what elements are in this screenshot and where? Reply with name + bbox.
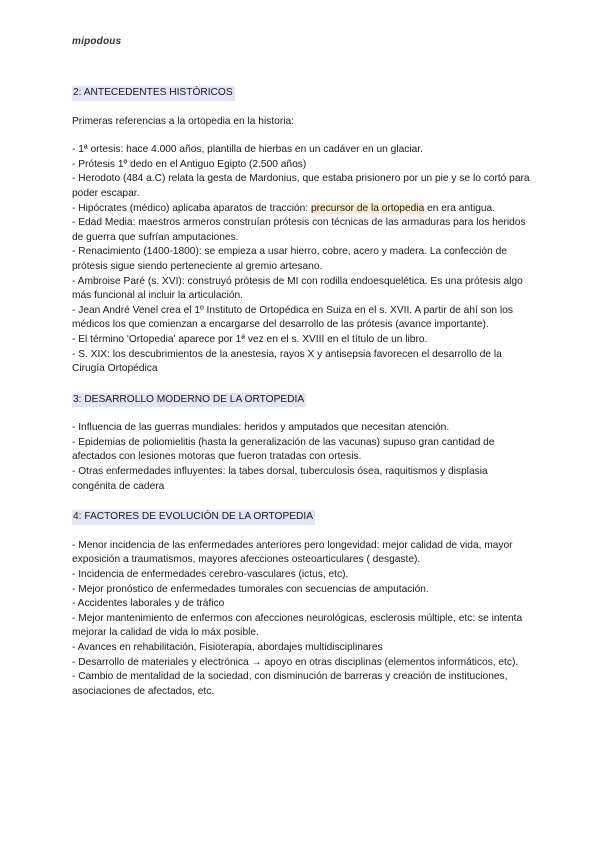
list-item: - Menor incidencia de las enfermedades anteriores pero longevidad: mejor calidad de vida, mayor exposición a traumatismos, mayores afecciones osteoarticulares ( desgaste). — [72, 539, 513, 566]
section-heading: 4: FACTORES DE EVOLUCIÓN DE LA ORTOPEDIA — [72, 510, 315, 525]
section-desarrollo-moderno — [72, 393, 532, 495]
section-list — [72, 539, 532, 700]
list-item: - Cambio de mentalidad de la sociedad, con disminución de barreras y creación de instituciones, asociaciones de afectados, etc. — [72, 671, 508, 697]
section-intro: Primeras referencias a la ortopedia en la historia: — [72, 115, 294, 127]
list-item: - Jean André Venel crea el 1º Instituto de Ortopédica en Suiza en el s. XVII. A partir de ahí son los médicos los que comienzan a encargarse del desarrollo de las prótesis (avance importante). — [72, 304, 513, 331]
section-list — [72, 143, 532, 377]
list-item: - Accidentes laborales y de tráfico — [72, 598, 225, 610]
section-heading: 2: ANTECEDENTES HISTÓRICOS — [72, 86, 235, 101]
document-body — [72, 86, 532, 709]
list-item: - Mejor mantenimiento de enfermos con afecciones neurológicas, esclerosis múltiple, etc: se intenta mejorar la calidad de vida lo máx posible. — [72, 612, 523, 639]
list-item: - Avances en rehabilitación, Fisioterapia, abordajes multidisciplinares — [72, 642, 383, 653]
list-item: - Renacimiento (1400-1800): se empieza a usar hierro, cobre, acero y madera. La confección de prótesis sigue siendo perteneciente al gremio artesano. — [72, 246, 507, 272]
list-item: - Incidencia de enfermedades cerebro-vasculares (ictus, etc). — [72, 569, 349, 581]
list-item-text: en era antigua. — [424, 202, 496, 214]
list-item — [72, 202, 532, 217]
section-antecedentes — [72, 86, 532, 377]
list-item: - Ambroise Paré (s. XVI): construyó prótesis de MI con rodilla endoesquelética. Es una prótesis algo más funcional al incluir la articulación. — [72, 275, 523, 302]
list-item: - 1ª ortesis: hace 4.000 años, plantilla de hierbas en un cadáver en un glaciar. — [72, 144, 423, 156]
section-list — [72, 421, 532, 494]
list-item: - El término 'Ortopedia' aparece por 1ª vez en el s. XVIII en el título de un libro. — [72, 333, 428, 345]
section-heading: 3: DESARROLLO MODERNO DE LA ORTOPEDIA — [72, 393, 306, 408]
list-item: - Otras enfermedades influyentes: la tabes dorsal, tuberculosis ósea, raquitismos y displasia congénita de cadera — [72, 466, 488, 492]
list-item: - Desarrollo de materiales y electrónica → apoyo en otras disciplinas (elementos informáticos, etc). — [72, 656, 519, 668]
section-factores-evolucion — [72, 510, 532, 699]
list-item: - Prótesis 1º dedo en el Antiguo Egipto (2.500 años) — [72, 158, 307, 170]
list-item: - S. XIX: los descubrimientos de la anestesia, rayos X y antisepsia favorecen el desarrollo de la Cirugía Ortopédica — [72, 348, 502, 375]
highlighted-text: precursor de la ortopedia — [310, 202, 425, 214]
list-item-text: - Hipócrates (médico) aplicaba aparatos de tracción: — [72, 202, 311, 214]
list-item: - Influencia de las guerras mundiales: heridos y amputados que necesitan atención. — [72, 422, 450, 434]
list-item: - Mejor pronóstico de enfermedades tumorales con secuencias de amputación. — [72, 583, 429, 595]
list-item: - Herodoto (484 a.C) relata la gesta de Mardonius, que estaba prisionero por un pie y se lo cortó para poder escapar. — [72, 173, 530, 199]
list-item: - Epidemias de poliomielitis (hasta la generalización de las vacunas) supuso gran cantidad de afectados con lesiones motoras que fueron tratadas con ortesis. — [72, 436, 495, 463]
brand-logo-text: mipodous — [72, 36, 122, 47]
list-item: - Edad Media: maestros armeros construían prótesis con técnicas de las armaduras para los heridos de guerra que sufrían amputaciones. — [72, 217, 526, 243]
